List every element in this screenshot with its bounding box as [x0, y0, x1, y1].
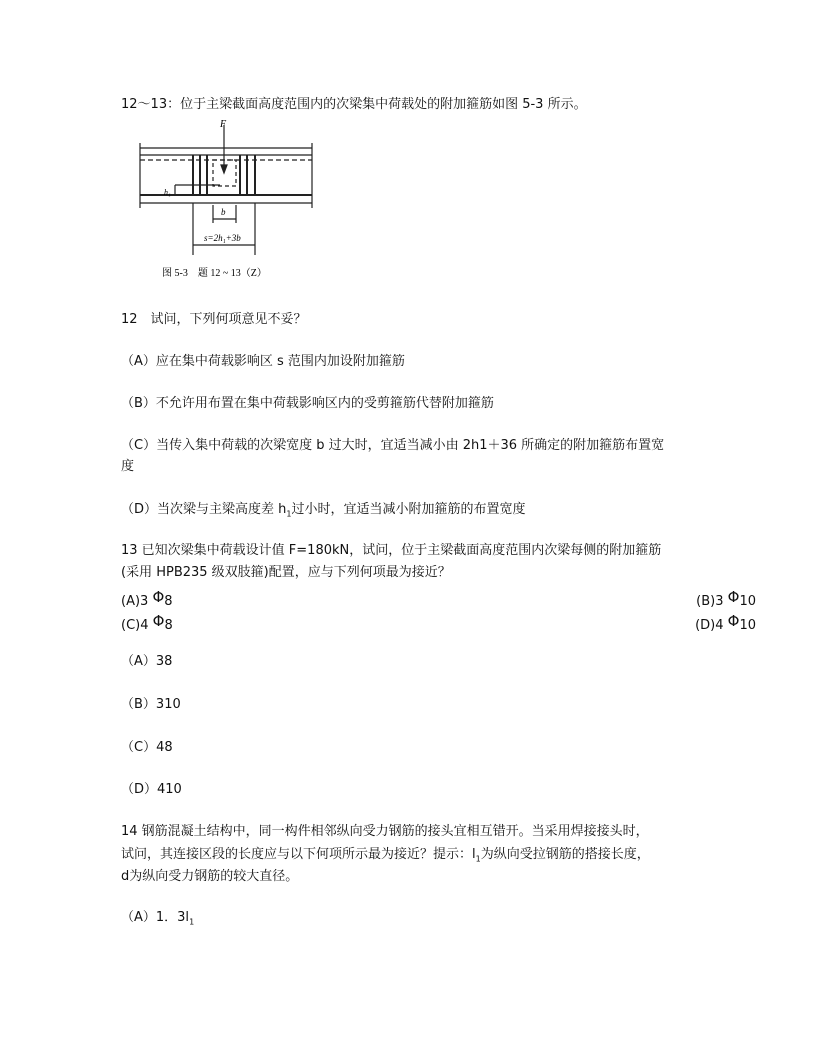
phi-symbol: Φ: [727, 588, 740, 606]
text: 为纵向受拉钢筋的搭接长度，: [480, 847, 650, 862]
q13-option-a: （A）38: [121, 654, 173, 669]
choice-size: 10: [739, 618, 756, 633]
q12-stem: 12 试问，下列何项意见不妥？: [121, 312, 307, 327]
q13-choice-c: [121, 613, 173, 634]
q12-option-a: （A）应在集中荷载影响区 s 范围内加设附加箍筋: [121, 354, 405, 369]
choice-prefix: (D)4: [695, 618, 728, 633]
text: 试问，其连接区段的长度应与以下何项所示最为接近？提示：l: [121, 847, 476, 862]
choice-prefix: (C)4: [121, 618, 153, 633]
q12-option-d-a: （D）当次梁与主梁高度差 h: [121, 502, 287, 517]
s-label: s=2h₁+3b: [204, 233, 241, 243]
q12-option-c: （C）当传入集中荷载的次梁宽度 b 过大时，宜适当减小由 2h1＋36 所确定的附加箍筋布置宽: [121, 438, 665, 453]
choice-size: 10: [739, 594, 756, 609]
q14-line-1: 14 钢筋混凝土结构中，同一构件相邻纵向受力钢筋的接头宜相互错开。当采用焊接接头时，: [121, 824, 649, 839]
q14-line-3: d为纵向受力钢筋的较大直径。: [121, 869, 299, 884]
q14-line-2: [121, 847, 650, 868]
choice-prefix: (A)3: [121, 594, 153, 609]
q12-option-c-cont: 度: [121, 459, 135, 474]
b-label: b: [221, 207, 226, 217]
phi-symbol: Φ: [727, 612, 740, 630]
load-label: F: [220, 119, 227, 130]
q13-stem-1: 13 已知次梁集中荷载设计值 F=180kN，试问，位于主梁截面高度范围内次梁每侧的附加箍筋: [121, 543, 662, 558]
choice-size: 8: [164, 618, 173, 633]
subscript: 1: [189, 917, 195, 927]
q14-option-a: [121, 910, 194, 931]
q13-option-d: （D）410: [121, 782, 182, 797]
phi-symbol: Φ: [152, 588, 165, 606]
subscript: 1: [475, 854, 481, 864]
phi-symbol: Φ: [152, 612, 165, 630]
q13-choice-b: [696, 589, 756, 610]
q12-option-b: （B）不允许用布置在集中荷载影响区内的受剪箍筋代替附加箍筋: [121, 396, 494, 411]
figure-5-3: [130, 115, 330, 285]
q13-option-b: （B）310: [121, 697, 181, 712]
q12-option-d: [121, 502, 526, 523]
q13-stem-2: (采用 HPB235 级双肢箍)配置，应与下列何项最为接近？: [121, 565, 451, 580]
choice-size: 8: [164, 594, 173, 609]
text: （A）1．3l: [121, 910, 190, 925]
q13-choice-a: [121, 589, 173, 610]
choice-prefix: (B)3: [696, 594, 728, 609]
q13-choice-d: [695, 613, 756, 634]
q13-option-c: （C）48: [121, 740, 173, 755]
subscript: 1: [286, 509, 292, 519]
h-label: h₁: [164, 188, 171, 197]
q12-option-d-b: 过小时，宜适当减小附加箍筋的布置宽度: [291, 502, 526, 517]
figure-caption: 图 5-3 题 12 ~ 13（Z）: [162, 268, 267, 279]
intro-text: 12～13：位于主梁截面高度范围内的次梁集中荷载处的附加箍筋如图 5-3 所示。: [121, 97, 587, 112]
